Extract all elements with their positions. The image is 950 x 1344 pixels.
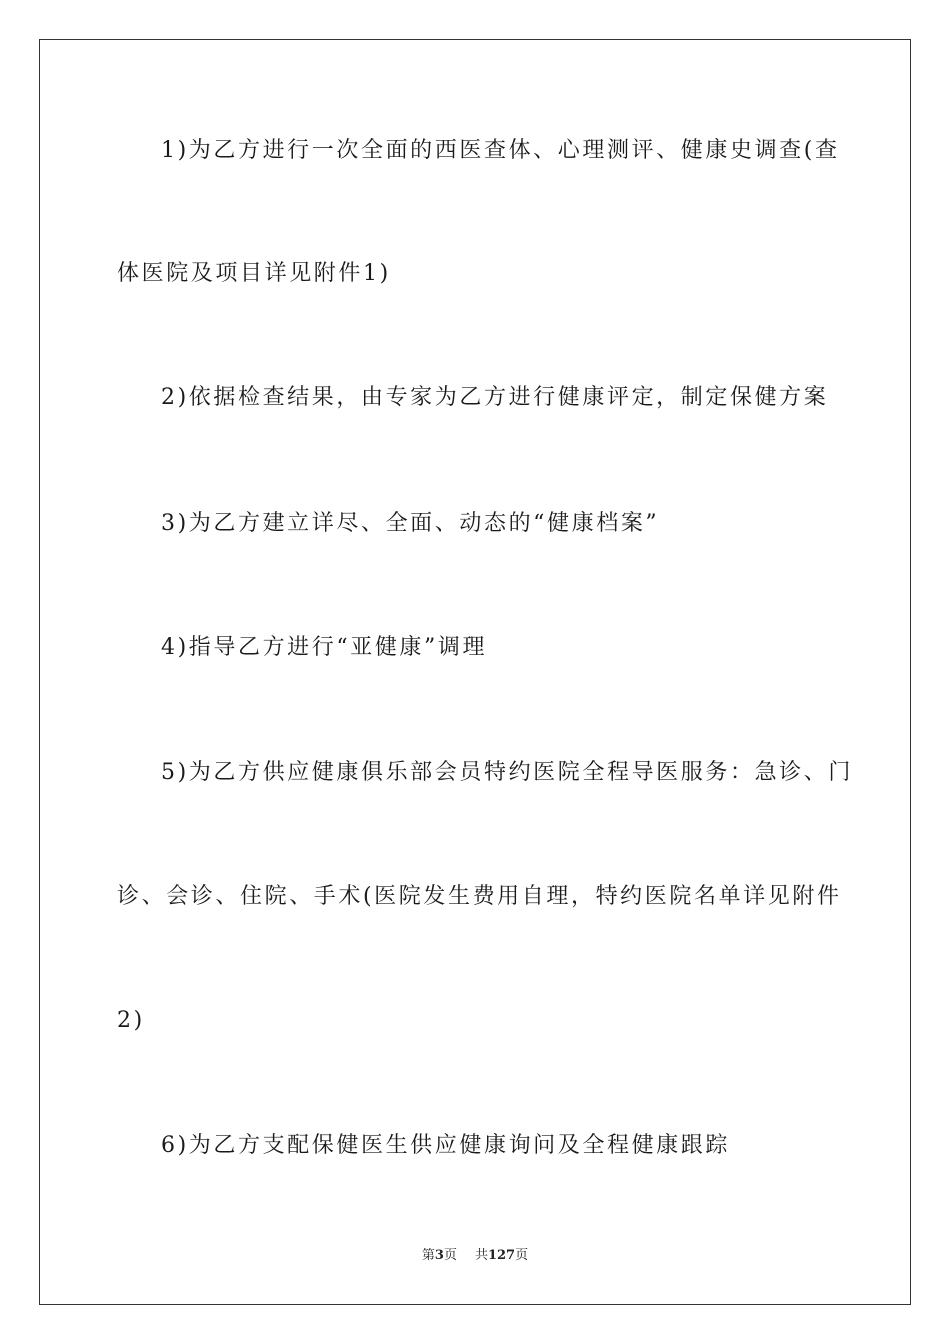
page-footer xyxy=(0,1247,950,1265)
paragraph-line-5: 4)指导乙方进行“亚健康”调理 xyxy=(161,635,488,660)
page-total-suffix: 页 xyxy=(515,1248,529,1263)
page-total-prefix: 共 xyxy=(474,1248,488,1263)
paragraph-line-1: 1)为乙方进行一次全面的西医查体、心理测评、健康史调查(查 xyxy=(161,138,840,163)
page-total-count: 127 xyxy=(487,1248,516,1263)
paragraph-line-6: 5)为乙方供应健康俱乐部会员特约医院全程导医服务：急诊、门 xyxy=(161,760,853,785)
paragraph-line-4: 3)为乙方建立详尽、全面、动态的“健康档案” xyxy=(161,511,660,536)
paragraph-line-2: 体医院及项目详见附件1) xyxy=(117,261,391,286)
page-border xyxy=(39,39,911,1305)
paragraph-line-8: 2) xyxy=(117,1008,145,1033)
page-number-current: 3 xyxy=(434,1248,444,1263)
page-number-prefix: 第 xyxy=(421,1248,435,1263)
paragraph-line-3: 2)依据检查结果，由专家为乙方进行健康评定，制定保健方案 xyxy=(161,385,829,410)
paragraph-line-9: 6)为乙方支配保健医生供应健康询问及全程健康跟踪 xyxy=(161,1133,730,1158)
page-number-suffix: 页 xyxy=(443,1248,457,1263)
paragraph-line-7: 诊、会诊、住院、手术(医院发生费用自理，特约医院名单详见附件 xyxy=(117,884,842,909)
